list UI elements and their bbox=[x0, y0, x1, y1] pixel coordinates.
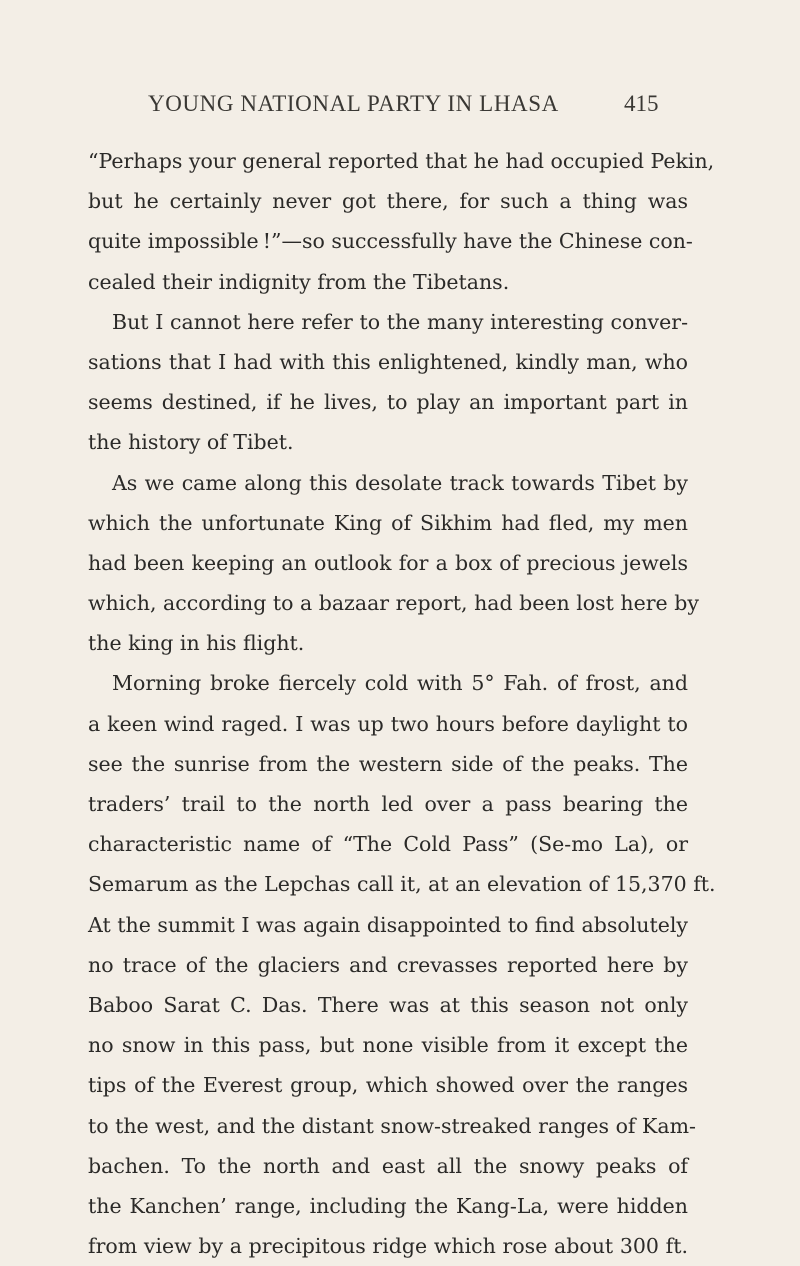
text-line: At the summit I was again disappointed to find absolutely bbox=[88, 912, 688, 937]
text-line: to the west, and the distant snow-streaked ranges of Kam- bbox=[88, 1113, 696, 1138]
text-line: from view by a precipitous ridge which rose about 300 ft. bbox=[88, 1234, 688, 1259]
text-line: which, according to a bazaar report, had been lost here by bbox=[88, 591, 699, 616]
text-line: the Kanchen’ range, including the Kang-La, were hidden bbox=[88, 1193, 688, 1218]
text-line: see the sunrise from the western side of the peaks. The bbox=[88, 751, 688, 776]
text-line: quite impossible !”—so successfully have the Chinese con- bbox=[88, 229, 693, 254]
text-line: but he certainly never got there, for such a thing was bbox=[88, 189, 688, 214]
page-number: 415 bbox=[624, 91, 659, 116]
text-line: Morning broke fiercely cold with 5° Fah. of frost, and bbox=[112, 671, 688, 696]
text-line: a keen wind raged. I was up two hours before daylight to bbox=[88, 711, 688, 736]
text-line: the history of Tibet. bbox=[88, 430, 294, 455]
text-line: Baboo Sarat C. Das. There was at this season not only bbox=[88, 992, 688, 1017]
text-line: no snow in this pass, but none visible from it except the bbox=[88, 1033, 688, 1058]
text-line: cealed their indignity from the Tibetans. bbox=[88, 269, 510, 294]
text-line: sations that I had with this enlightened, kindly man, who bbox=[88, 349, 688, 374]
text-line: But I cannot here refer to the many interesting conver- bbox=[112, 309, 688, 334]
text-line: “Perhaps your general reported that he had occupied Pekin, bbox=[88, 149, 715, 173]
running-title: YOUNG NATIONAL PARTY IN LHASA bbox=[148, 91, 559, 116]
text-line: Semarum as the Lepchas call it, at an elevation of 15,370 ft. bbox=[88, 872, 716, 897]
text-line: traders’ trail to the north led over a pass bearing the bbox=[88, 792, 688, 816]
text-line: seems destined, if he lives, to play an important part in bbox=[88, 390, 688, 415]
running-header bbox=[0, 91, 800, 121]
text-line: which the unfortunate King of Sikhim had fled, my men bbox=[88, 510, 688, 535]
text-line: the king in his flight. bbox=[88, 631, 305, 656]
text-line: characteristic name of “The Cold Pass” (Se-mo La), or bbox=[88, 832, 688, 857]
text-line: bachen. To the north and east all the snowy peaks of bbox=[88, 1153, 688, 1178]
text-line: no trace of the glaciers and crevasses reported here by bbox=[88, 952, 688, 977]
text-line: had been keeping an outlook for a box of precious jewels bbox=[88, 550, 688, 575]
text-line: tips of the Everest group, which showed over the ranges bbox=[88, 1073, 688, 1098]
text-line: As we came along this desolate track towards Tibet by bbox=[112, 470, 688, 495]
body-text bbox=[88, 141, 716, 1266]
